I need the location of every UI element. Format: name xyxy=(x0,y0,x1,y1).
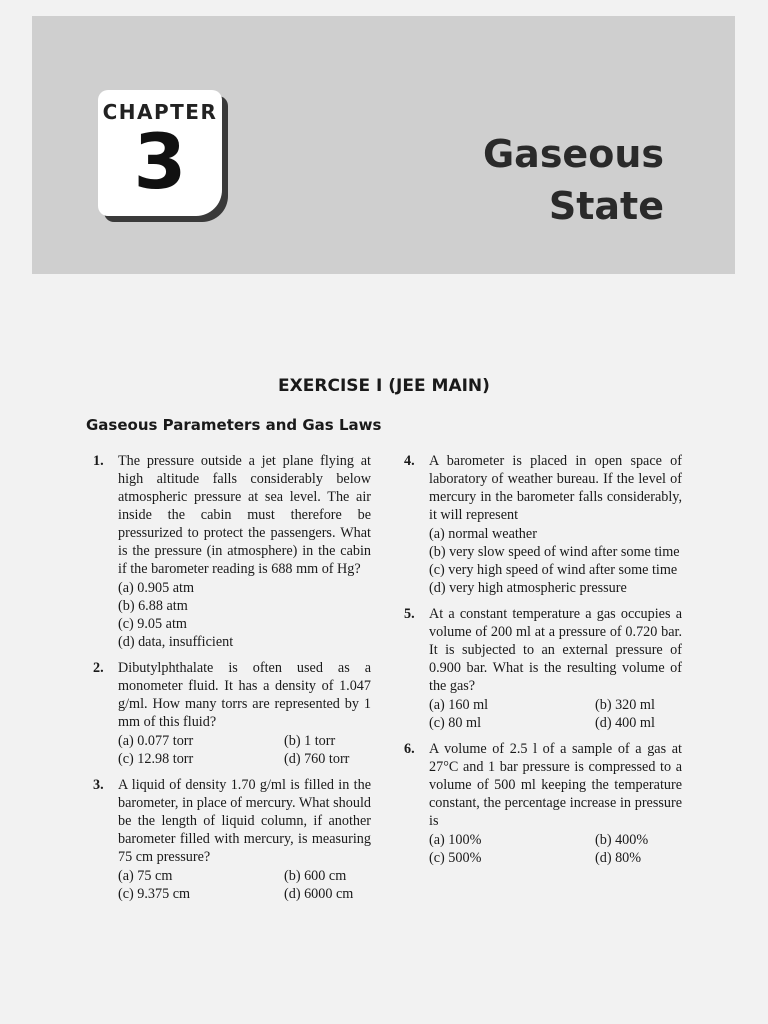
question-text: Dibutylphthalate is often used as a monometer fluid. It has a density of 1.047 g/ml. How many torrs are represented by 1 mm of this fluid? xyxy=(118,660,371,730)
section-title: Gaseous Parameters and Gas Laws xyxy=(86,416,382,434)
chapter-title-line1: Gaseous xyxy=(482,132,664,176)
option-d: (d) 400 ml xyxy=(595,715,655,731)
option-d: (d) 6000 cm xyxy=(284,886,354,902)
question-number: 2. xyxy=(93,660,104,676)
answer-options xyxy=(118,867,371,903)
question-number: 1. xyxy=(93,453,104,469)
exercise-title: EXERCISE I (JEE MAIN) xyxy=(278,376,490,396)
answer-options xyxy=(429,831,682,867)
question-5 xyxy=(404,605,682,732)
question-number: 4. xyxy=(404,453,415,469)
option-b: (b) 600 cm xyxy=(284,868,347,884)
answer-options xyxy=(429,696,682,732)
option-d: (d) 760 torr xyxy=(284,751,350,767)
option-a: (a) 100% xyxy=(429,832,482,848)
question-1 xyxy=(93,452,371,651)
chapter-title xyxy=(483,128,664,232)
chapter-number: 3 xyxy=(133,117,187,206)
question-text: A liquid of density 1.70 g/ml is filled in the barometer, in place of mercury. What should be the length of liquid column, if another barometer filled with mercury, is measuring 75 cm pressure? xyxy=(118,777,371,865)
option-b: (b) 400% xyxy=(595,832,649,848)
option-a: (a) 0.905 atm xyxy=(118,580,195,596)
question-text: The pressure outside a jet plane flying at high altitude falls considerably below atmospheric pressure at sea level. The air inside the cabin must therefore be pressurized to protect the passengers. What is the pressure (in atmosphere) in the cabin if the barometer reading is 688 mm of Hg? xyxy=(118,453,371,577)
option-c: (c) 9.375 cm xyxy=(118,886,191,902)
option-d: (d) data, insufficient xyxy=(118,634,234,650)
answer-options xyxy=(118,732,371,768)
chapter-label: CHAPTER xyxy=(102,100,218,124)
chapter-title-line2: State xyxy=(548,184,664,228)
question-text: At a constant temperature a gas occupies a volume of 200 ml at a pressure of 0.720 bar. It is subjected to an external pressure of 0.900 bar. What is the resulting volume of the gas? xyxy=(429,606,682,694)
option-c: (c) very high speed of wind after some time xyxy=(429,562,678,578)
question-3 xyxy=(93,776,371,903)
question-text: A volume of 2.5 l of a sample of a gas at 27°C and 1 bar pressure is compressed to a volume of 500 ml keeping the temperature constant, the percentage increase in pressure is xyxy=(429,741,682,829)
option-b: (b) 1 torr xyxy=(284,733,336,749)
option-a: (a) 75 cm xyxy=(118,868,173,884)
option-b: (b) 6.88 atm xyxy=(118,598,188,614)
option-b: (b) very slow speed of wind after some time xyxy=(429,544,680,560)
question-number: 6. xyxy=(404,741,415,757)
option-a: (a) 160 ml xyxy=(429,697,489,713)
answer-options xyxy=(118,579,371,651)
question-text: A barometer is placed in open space of laboratory of weather bureau. If the level of mercury in the barometer falls considerably, it will represent xyxy=(429,453,682,523)
option-c: (c) 9.05 atm xyxy=(118,616,187,632)
option-a: (a) normal weather xyxy=(429,526,537,542)
right-column xyxy=(404,452,682,875)
question-2 xyxy=(93,659,371,768)
option-c: (c) 80 ml xyxy=(429,715,482,731)
option-a: (a) 0.077 torr xyxy=(118,733,194,749)
option-c: (c) 12.98 torr xyxy=(118,751,194,767)
option-d: (d) very high atmospheric pressure xyxy=(429,580,627,596)
question-6 xyxy=(404,740,682,867)
left-column xyxy=(93,452,371,911)
option-b: (b) 320 ml xyxy=(595,697,655,713)
option-c: (c) 500% xyxy=(429,850,482,866)
chapter-badge xyxy=(98,90,222,216)
question-number: 5. xyxy=(404,606,415,622)
question-number: 3. xyxy=(93,777,104,793)
option-d: (d) 80% xyxy=(595,850,642,866)
question-4 xyxy=(404,452,682,597)
answer-options xyxy=(429,525,682,597)
